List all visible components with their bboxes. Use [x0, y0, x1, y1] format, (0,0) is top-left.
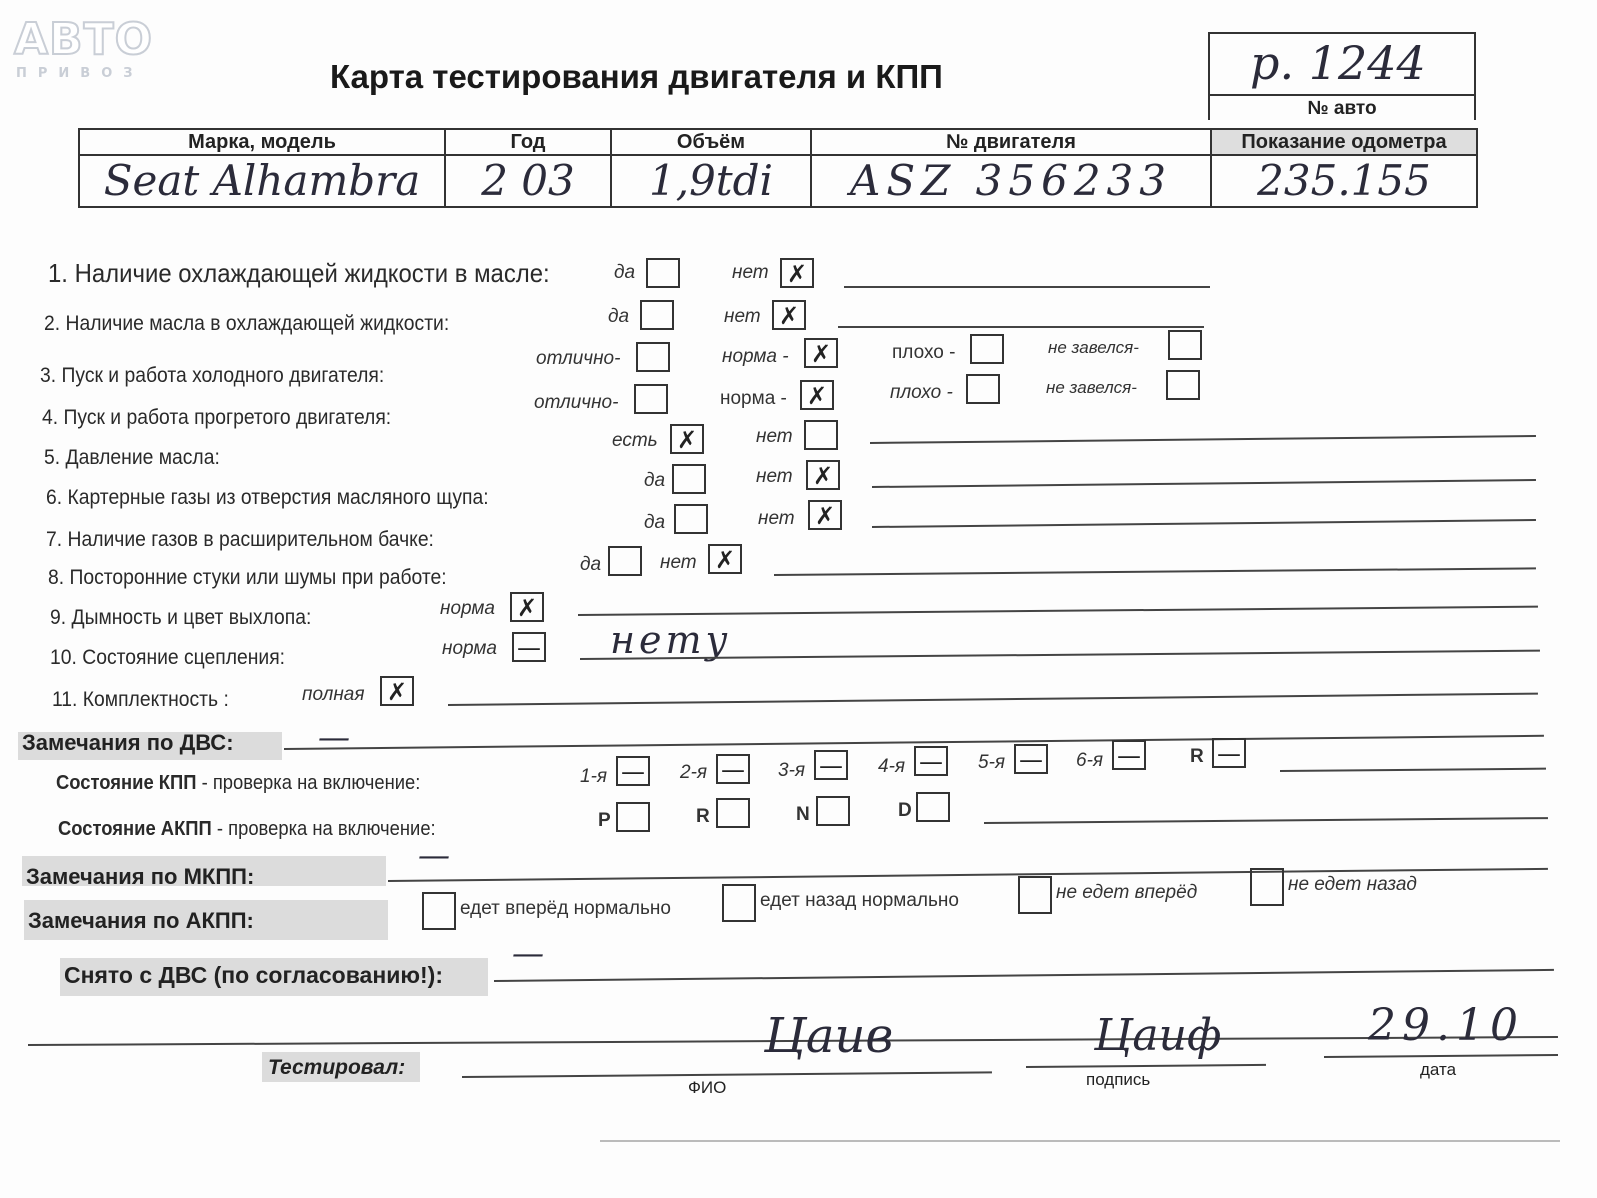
tested-by-label: Тестировал:: [268, 1056, 406, 1079]
q4-opt-excellent-label: отлично-: [534, 392, 619, 413]
question-1: 1. Наличие охлаждающей жидкости в масле:: [48, 258, 550, 288]
header-col-engine-no: № двигателя: [946, 131, 1076, 153]
value-odometer: 235.155: [1257, 156, 1431, 205]
akpp-gear-d-label: D: [898, 800, 912, 821]
vehicle-header-table: [78, 128, 1478, 208]
kpp-gear-6-checkbox[interactable]: —: [1112, 740, 1146, 770]
question-10: 10. Состояние сцепления:: [50, 646, 286, 669]
q4-normal-checkbox[interactable]: ✗: [800, 380, 834, 410]
q3-opt-no-start-label: не завелся-: [1048, 338, 1139, 357]
question-3: 3. Пуск и работа холодного двигателя:: [40, 364, 385, 387]
q4-bad-checkbox[interactable]: [966, 374, 1000, 404]
q10-note: нету: [610, 618, 732, 662]
remarks-mkpp-label: Замечания по МКПП:: [26, 864, 255, 889]
q5-opt-present-label: есть: [612, 430, 658, 451]
akpp-label: Состояние АКПП - проверка на включение:: [58, 818, 436, 840]
question-6: 6. Картерные газы из отверстия масляного щупа:: [46, 486, 489, 509]
kpp-label: Состояние КПП - проверка на включение:: [56, 772, 421, 794]
signature-label: подпись: [1086, 1070, 1151, 1089]
kpp-gear-1-checkbox[interactable]: —: [616, 756, 650, 786]
q6-opt-yes-label: да: [644, 470, 666, 491]
value-volume: 1,9tdi: [649, 156, 773, 205]
kpp-gear-r-label: R: [1190, 746, 1204, 767]
q5-present-checkbox[interactable]: ✗: [670, 424, 704, 454]
q8-no-checkbox[interactable]: ✗: [708, 544, 742, 574]
question-8: 8. Посторонние стуки или шумы при работе:: [48, 566, 447, 589]
remarks-akpp-label: Замечания по АКПП:: [28, 908, 254, 933]
q2-opt-no-label: нет: [724, 306, 761, 327]
q4-excellent-checkbox[interactable]: [634, 384, 668, 414]
remarks-dvs-value: —: [318, 718, 350, 756]
kpp-gear-4-label: 4-я: [878, 756, 906, 777]
q8-opt-yes-label: да: [580, 554, 602, 575]
akpp-no-reverse-label: не едет назад: [1288, 874, 1417, 895]
q3-opt-excellent-label: отлично-: [536, 348, 621, 369]
q2-opt-yes-label: да: [608, 306, 630, 327]
value-engine-no: ASZ 356233: [850, 156, 1172, 205]
question-5: 5. Давление масла:: [44, 446, 220, 469]
avtoprivoz-logo-subtitle: ПРИВОЗ: [16, 66, 144, 81]
q10-opt-normal-label: норма: [442, 638, 497, 659]
value-year: 2 03: [481, 156, 575, 205]
kpp-gear-r-checkbox[interactable]: —: [1212, 738, 1246, 768]
header-col-year: Год: [510, 131, 546, 153]
auto-number-label: № авто: [1210, 94, 1474, 120]
header-col-odometer: Показание одометра: [1241, 131, 1447, 153]
question-2: 2. Наличие масла в охлаждающей жидкости:: [44, 312, 450, 335]
q3-excellent-checkbox[interactable]: [636, 342, 670, 372]
q11-full-checkbox[interactable]: ✗: [380, 676, 414, 706]
q6-opt-no-label: нет: [756, 466, 793, 487]
q8-opt-no-label: нет: [660, 552, 697, 573]
fio-label: ФИО: [688, 1078, 727, 1097]
akpp-forward-ok-checkbox[interactable]: [422, 892, 456, 930]
header-col-volume: Объём: [676, 131, 746, 153]
q1-yes-checkbox[interactable]: [646, 258, 680, 288]
q7-opt-yes-label: да: [644, 512, 666, 533]
q1-no-checkbox[interactable]: ✗: [780, 258, 814, 288]
q2-yes-checkbox[interactable]: [640, 300, 674, 330]
akpp-gear-r-checkbox[interactable]: [716, 798, 750, 828]
q3-no-start-checkbox[interactable]: [1168, 330, 1202, 360]
kpp-gear-1-label: 1-я: [580, 766, 608, 787]
akpp-no-forward-label: не едет вперёд: [1056, 882, 1198, 903]
q7-no-checkbox[interactable]: ✗: [808, 500, 842, 530]
page-title: Карта тестирования двигателя и КПП: [330, 58, 943, 95]
akpp-gear-p-label: P: [598, 810, 611, 831]
q4-no-start-checkbox[interactable]: [1166, 370, 1200, 400]
q3-opt-normal-label: норма -: [722, 346, 789, 367]
q7-opt-no-label: нет: [758, 508, 795, 529]
akpp-gear-n-checkbox[interactable]: [816, 796, 850, 826]
q1-opt-no-label: нет: [732, 262, 769, 283]
akpp-forward-ok-label: едет вперёд нормально: [460, 898, 671, 919]
question-4: 4. Пуск и работа прогретого двигателя:: [42, 406, 392, 429]
kpp-gear-3-checkbox[interactable]: —: [814, 750, 848, 780]
removed-value: —: [512, 934, 544, 972]
akpp-gear-n-label: N: [796, 804, 810, 825]
avtoprivoz-logo: АВТО: [14, 14, 154, 65]
q2-no-checkbox[interactable]: ✗: [772, 300, 806, 330]
q10-normal-checkbox[interactable]: —: [512, 632, 546, 662]
q9-opt-normal-label: норма: [440, 598, 495, 619]
date-value: 29.10: [1368, 1000, 1524, 1051]
kpp-gear-5-checkbox[interactable]: —: [1014, 744, 1048, 774]
akpp-reverse-ok-label: едет назад нормально: [760, 890, 959, 911]
date-label: дата: [1420, 1060, 1457, 1079]
q4-opt-normal-label: норма -: [720, 388, 787, 409]
akpp-no-reverse-checkbox[interactable]: [1250, 868, 1284, 906]
kpp-gear-2-checkbox[interactable]: —: [716, 754, 750, 784]
q4-opt-no-start-label: не завелся-: [1046, 378, 1137, 397]
kpp-gear-6-label: 6-я: [1076, 750, 1104, 771]
q6-yes-checkbox[interactable]: [672, 464, 706, 494]
q9-normal-checkbox[interactable]: ✗: [510, 592, 544, 622]
kpp-gear-3-label: 3-я: [778, 760, 806, 781]
akpp-gear-d-checkbox[interactable]: [916, 792, 950, 822]
q3-normal-checkbox[interactable]: ✗: [804, 338, 838, 368]
auto-number-value: р. 1244: [1250, 36, 1426, 90]
value-model: Seat Alhambra: [103, 156, 421, 205]
q3-bad-checkbox[interactable]: [970, 334, 1004, 364]
akpp-gear-r-label: R: [696, 806, 710, 827]
q7-yes-checkbox[interactable]: [674, 504, 708, 534]
kpp-gear-2-label: 2-я: [680, 762, 708, 783]
fio-value: Цаив: [764, 1008, 894, 1064]
question-9: 9. Дымность и цвет выхлопа:: [50, 606, 312, 629]
akpp-gear-p-checkbox[interactable]: [616, 802, 650, 832]
question-11: 11. Комплектность :: [52, 688, 229, 711]
q4-opt-bad-label: плохо -: [890, 382, 953, 403]
akpp-reverse-ok-checkbox[interactable]: [722, 884, 756, 922]
q5-opt-absent-label: нет: [756, 426, 793, 447]
remarks-dvs-label: Замечания по ДВС:: [22, 730, 234, 755]
q5-absent-checkbox[interactable]: [804, 420, 838, 450]
akpp-no-forward-checkbox[interactable]: [1018, 876, 1052, 914]
kpp-gear-5-label: 5-я: [978, 752, 1006, 773]
signature-value: Цаиф: [1094, 1010, 1222, 1061]
q8-yes-checkbox[interactable]: [608, 546, 642, 576]
auto-number-box: [1208, 32, 1476, 120]
removed-label: Снято с ДВС (по согласованию!):: [64, 962, 443, 988]
q11-opt-full-label: полная: [302, 684, 365, 705]
header-col-model: Марка, модель: [188, 131, 336, 153]
q3-opt-bad-label: плохо -: [892, 342, 956, 363]
q6-no-checkbox[interactable]: ✗: [806, 460, 840, 490]
question-7: 7. Наличие газов в расширительном бачке:: [46, 528, 434, 551]
akpp-value: —: [418, 836, 450, 874]
kpp-gear-4-checkbox[interactable]: —: [914, 746, 948, 776]
q1-opt-yes-label: да: [614, 262, 636, 283]
